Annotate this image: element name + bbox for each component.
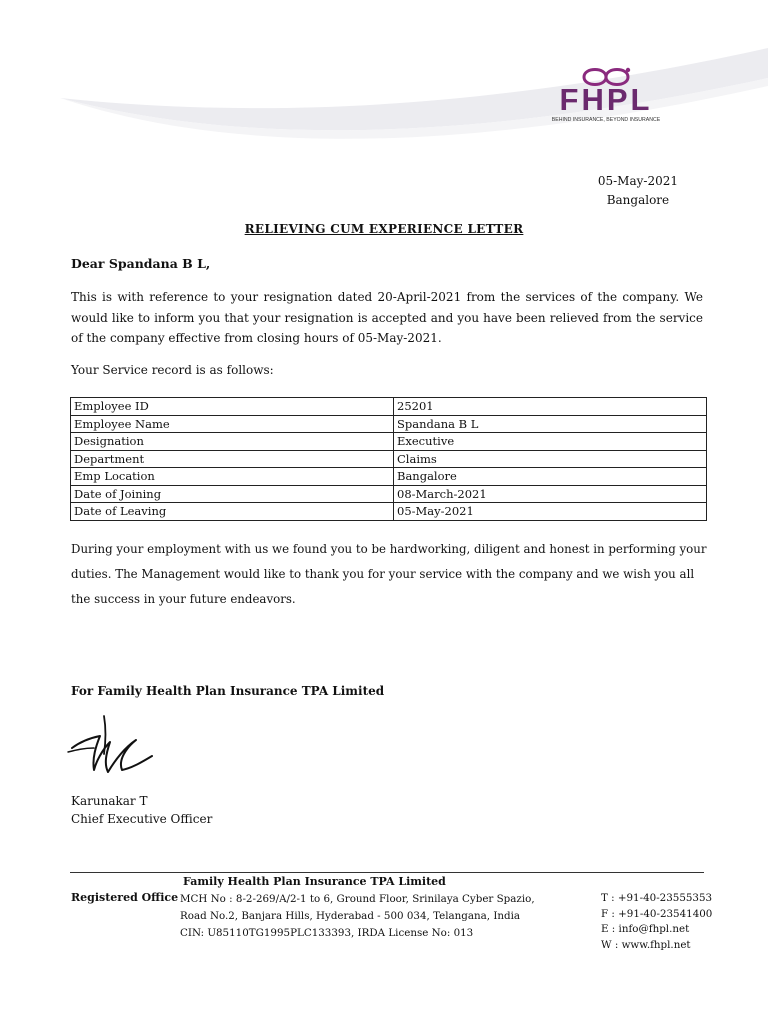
table-row	[71, 503, 707, 521]
table-row	[71, 450, 707, 468]
signatory-name: Karunakar T	[71, 794, 148, 808]
footer-company-name: Family Health Plan Insurance TPA Limited	[183, 875, 446, 888]
record-label: Employee ID	[71, 398, 394, 416]
record-label: Date of Joining	[71, 485, 394, 503]
logo-tagline: BEHIND INSURANCE, BEYOND INSURANCE	[551, 117, 661, 123]
signature-image	[66, 712, 158, 778]
email-address: E : info@fhpl.net	[601, 923, 690, 935]
fhpl-logo	[526, 62, 686, 126]
record-label: Date of Leaving	[71, 503, 394, 521]
record-value: 08-March-2021	[394, 485, 707, 503]
footer-address	[180, 891, 535, 942]
address-line: MCH No : 8-2-269/A/2-1 to 6, Ground Floor, Srinilaya Cyber Spazio,	[180, 893, 535, 905]
resignation-paragraph: This is with reference to your resignation dated 20-April-2021 from the services of the company. We would like to inform you that your resignation is accepted and you have been relieved from the service of the company effective from closing hours of 05-May-2021.	[71, 290, 703, 345]
record-label: Employee Name	[71, 415, 394, 433]
table-row	[71, 415, 707, 433]
record-value: Executive	[394, 433, 707, 451]
service-record-table	[70, 397, 707, 521]
table-row	[71, 398, 707, 416]
phone-number: T : +91-40-23555353	[601, 892, 713, 904]
for-company-line: For Family Health Plan Insurance TPA Limited	[71, 684, 385, 698]
signatory-block	[71, 792, 212, 828]
record-value: Bangalore	[394, 468, 707, 486]
letter-subject: RELIEVING CUM EXPERIENCE LETTER	[244, 222, 524, 236]
table-row	[71, 468, 707, 486]
fax-number: F : +91-40-23541400	[601, 907, 713, 920]
signatory-title: Chief Executive Officer	[71, 812, 213, 826]
registered-office-label: Registered Office	[71, 891, 179, 904]
table-row	[71, 433, 707, 451]
address-line: CIN: U85110TG1995PLC133393, IRDA License No: 013	[180, 927, 474, 939]
service-record-intro: Your Service record is as follows:	[71, 363, 274, 377]
record-value: 05-May-2021	[394, 503, 707, 521]
appreciation-paragraph: During your employment with us we found you to be hardworking, diligent and honest in performing your duties. The Management would like to thank you for your service with the company and we wish you all the success in your future endeavors.	[71, 542, 707, 606]
footer-contacts	[601, 891, 712, 953]
footer-divider	[70, 872, 704, 873]
letter-place: Bangalore	[606, 193, 670, 207]
record-label: Designation	[71, 433, 394, 451]
record-label: Department	[71, 450, 394, 468]
logo-wordmark: FHPL	[559, 82, 653, 117]
salutation: Dear Spandana B L,	[71, 256, 211, 271]
record-value: Claims	[394, 450, 707, 468]
address-line: Road No.2, Banjara Hills, Hyderabad - 500 034, Telangana, India	[180, 910, 521, 922]
record-value: Spandana B L	[394, 415, 707, 433]
record-label: Emp Location	[71, 468, 394, 486]
table-row	[71, 485, 707, 503]
letter-date: 05-May-2021	[597, 174, 678, 188]
date-block	[598, 172, 678, 210]
website: W : www.fhpl.net	[601, 938, 691, 951]
record-value: 25201	[394, 398, 707, 416]
